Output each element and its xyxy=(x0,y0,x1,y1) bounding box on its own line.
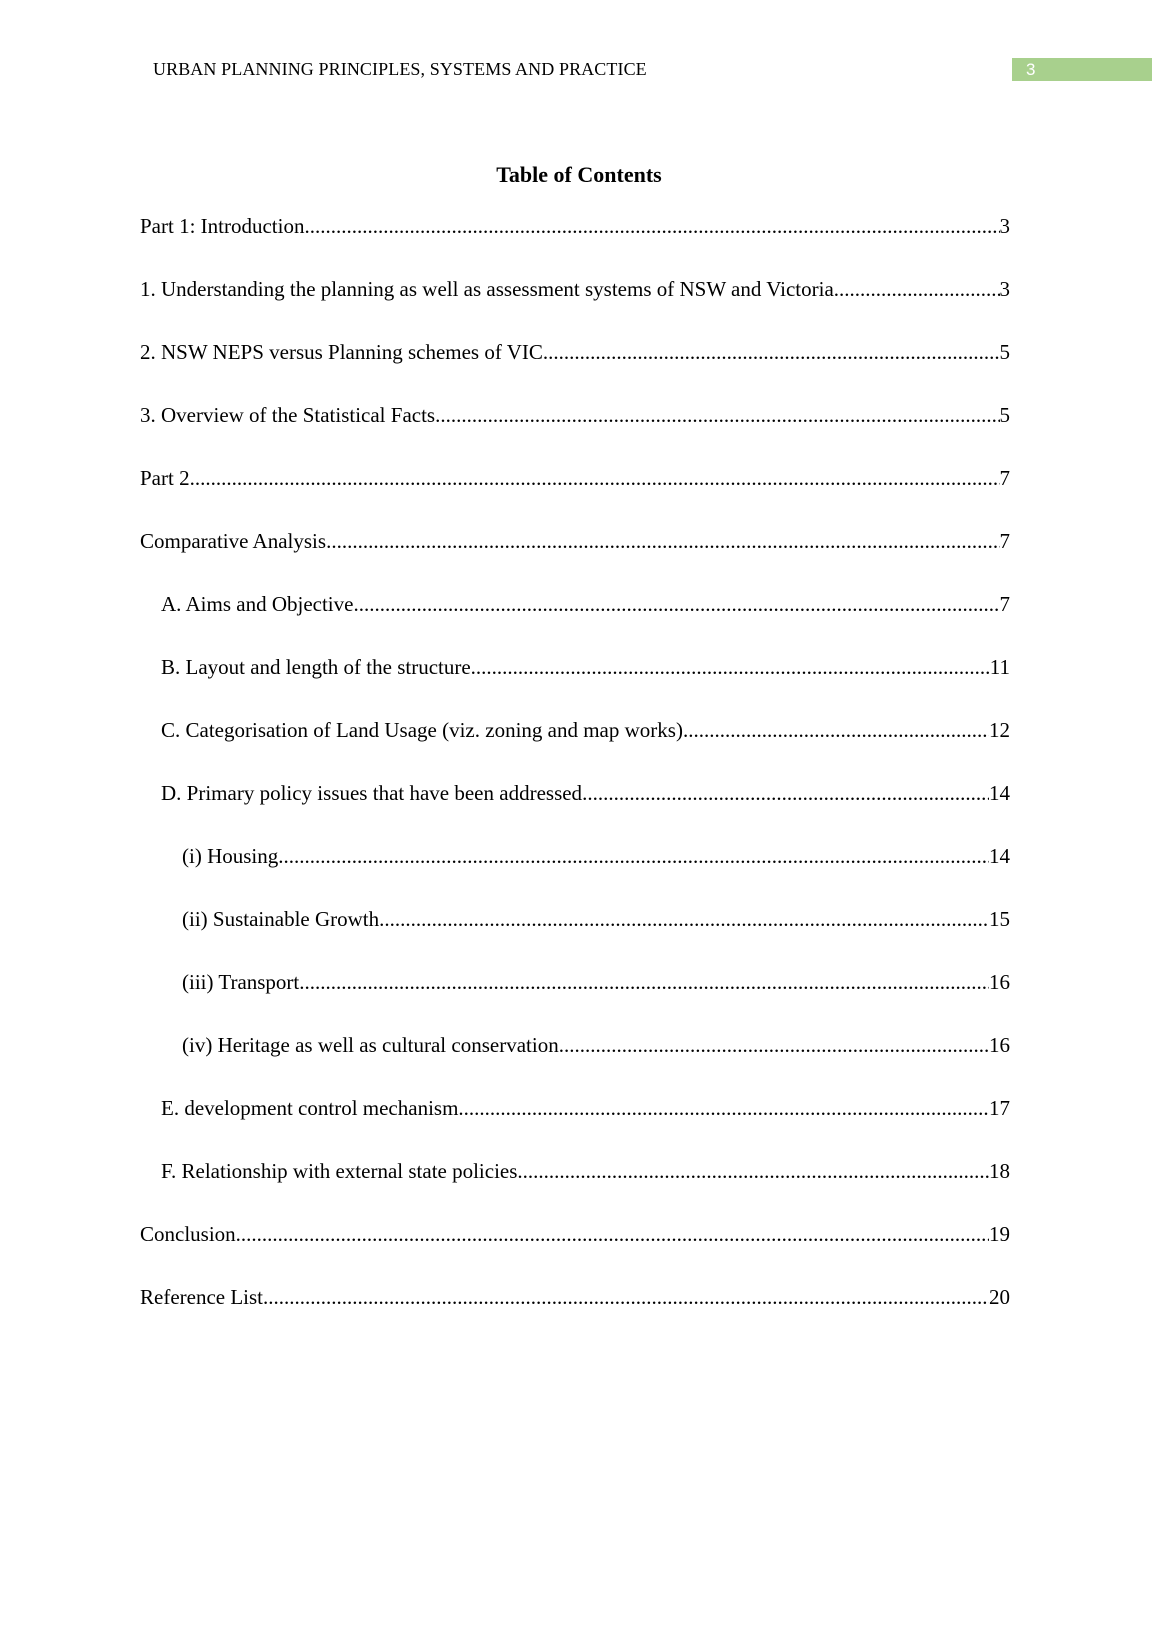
toc-entry-neps-vs-vic[interactable] xyxy=(140,339,1010,402)
toc-entry-text: (i) Housing xyxy=(182,844,279,868)
toc-entry-text: Comparative Analysis xyxy=(140,529,327,553)
toc-dot-leader xyxy=(517,1158,989,1184)
toc-entry-text: C. Categorisation of Land Usage (viz. zoning and map works) xyxy=(161,718,683,742)
toc-entry-land-usage[interactable] xyxy=(140,717,1010,780)
toc-entry-text: Part 1: Introduction xyxy=(140,214,305,238)
toc-entry-page: 18 xyxy=(989,1159,1010,1183)
toc-entry-page: 5 xyxy=(999,403,1010,427)
toc-entry-conclusion[interactable] xyxy=(140,1221,1010,1284)
toc-entry-text: (iv) Heritage as well as cultural conservation xyxy=(182,1033,559,1057)
toc-entry-page: 5 xyxy=(999,340,1010,364)
toc-entry-policy-issues[interactable] xyxy=(140,780,1010,843)
toc-entry-part1-introduction[interactable] xyxy=(140,213,1010,276)
toc-entry-text: 1. Understanding the planning as well as assessment systems of NSW and Victoria xyxy=(140,277,834,301)
toc-entry-text: B. Layout and length of the structure xyxy=(161,655,471,679)
toc-entry-page: 14 xyxy=(989,844,1010,868)
toc-entry-external-policies[interactable] xyxy=(140,1158,1010,1221)
toc-dot-leader xyxy=(834,276,1000,302)
toc-entry-transport[interactable] xyxy=(140,969,1010,1032)
toc-dot-leader xyxy=(353,591,999,617)
table-of-contents xyxy=(140,213,1010,1347)
page-number-badge: 3 xyxy=(1012,58,1152,81)
toc-entry-page: 20 xyxy=(989,1285,1010,1309)
toc-dot-leader xyxy=(190,465,1000,491)
toc-dot-leader xyxy=(379,906,989,932)
toc-dot-leader xyxy=(326,528,999,554)
toc-entry-page: 12 xyxy=(989,718,1010,742)
toc-entry-reference-list[interactable] xyxy=(140,1284,1010,1347)
toc-entry-page: 15 xyxy=(989,907,1010,931)
toc-entry-page: 16 xyxy=(989,970,1010,994)
toc-entry-aims-objective[interactable] xyxy=(140,591,1010,654)
toc-entry-page: 3 xyxy=(999,277,1010,301)
toc-entry-text: F. Relationship with external state policies xyxy=(161,1159,518,1183)
toc-dot-leader xyxy=(683,717,989,743)
toc-entry-text: (iii) Transport xyxy=(182,970,300,994)
toc-entry-heritage[interactable] xyxy=(140,1032,1010,1095)
toc-dot-leader xyxy=(543,339,1000,365)
toc-dot-leader xyxy=(236,1221,989,1247)
toc-entry-text: (ii) Sustainable Growth xyxy=(182,907,380,931)
toc-entry-comparative-analysis[interactable] xyxy=(140,528,1010,591)
toc-entry-page: 11 xyxy=(989,655,1010,679)
toc-dot-leader xyxy=(582,780,989,806)
toc-dot-leader xyxy=(435,402,999,428)
toc-entry-page: 7 xyxy=(999,466,1010,490)
toc-entry-housing[interactable] xyxy=(140,843,1010,906)
toc-entry-text: Part 2 xyxy=(140,466,190,490)
toc-dot-leader xyxy=(559,1032,989,1058)
toc-dot-leader xyxy=(278,843,989,869)
toc-entry-development-control[interactable] xyxy=(140,1095,1010,1158)
toc-dot-leader xyxy=(299,969,989,995)
toc-entry-understanding-systems[interactable] xyxy=(140,276,1010,339)
toc-entry-text: 2. NSW NEPS versus Planning schemes of VIC xyxy=(140,340,543,364)
toc-entry-page: 17 xyxy=(989,1096,1010,1120)
toc-entry-page: 7 xyxy=(999,592,1010,616)
toc-entry-part2[interactable] xyxy=(140,465,1010,528)
toc-entry-text: E. development control mechanism xyxy=(161,1096,459,1120)
toc-entry-text: 3. Overview of the Statistical Facts xyxy=(140,403,436,427)
toc-dot-leader xyxy=(471,654,990,680)
toc-entry-page: 14 xyxy=(989,781,1010,805)
toc-entry-sustainable-growth[interactable] xyxy=(140,906,1010,969)
toc-entry-layout-length[interactable] xyxy=(140,654,1010,717)
toc-entry-text: Conclusion xyxy=(140,1222,236,1246)
toc-entry-page: 3 xyxy=(999,214,1010,238)
toc-entry-statistical-facts[interactable] xyxy=(140,402,1010,465)
toc-title: Table of Contents xyxy=(496,162,662,187)
toc-dot-leader xyxy=(304,213,999,239)
toc-entry-text: A. Aims and Objective xyxy=(161,592,354,616)
toc-dot-leader xyxy=(458,1095,989,1121)
running-head-title: URBAN PLANNING PRINCIPLES, SYSTEMS AND PRACTICE xyxy=(153,59,647,79)
toc-entry-text: Reference List xyxy=(140,1285,264,1309)
toc-dot-leader xyxy=(263,1284,989,1310)
toc-entry-page: 19 xyxy=(989,1222,1010,1246)
toc-entry-page: 7 xyxy=(999,529,1010,553)
toc-entry-page: 16 xyxy=(989,1033,1010,1057)
toc-entry-text: D. Primary policy issues that have been addressed xyxy=(161,781,583,805)
